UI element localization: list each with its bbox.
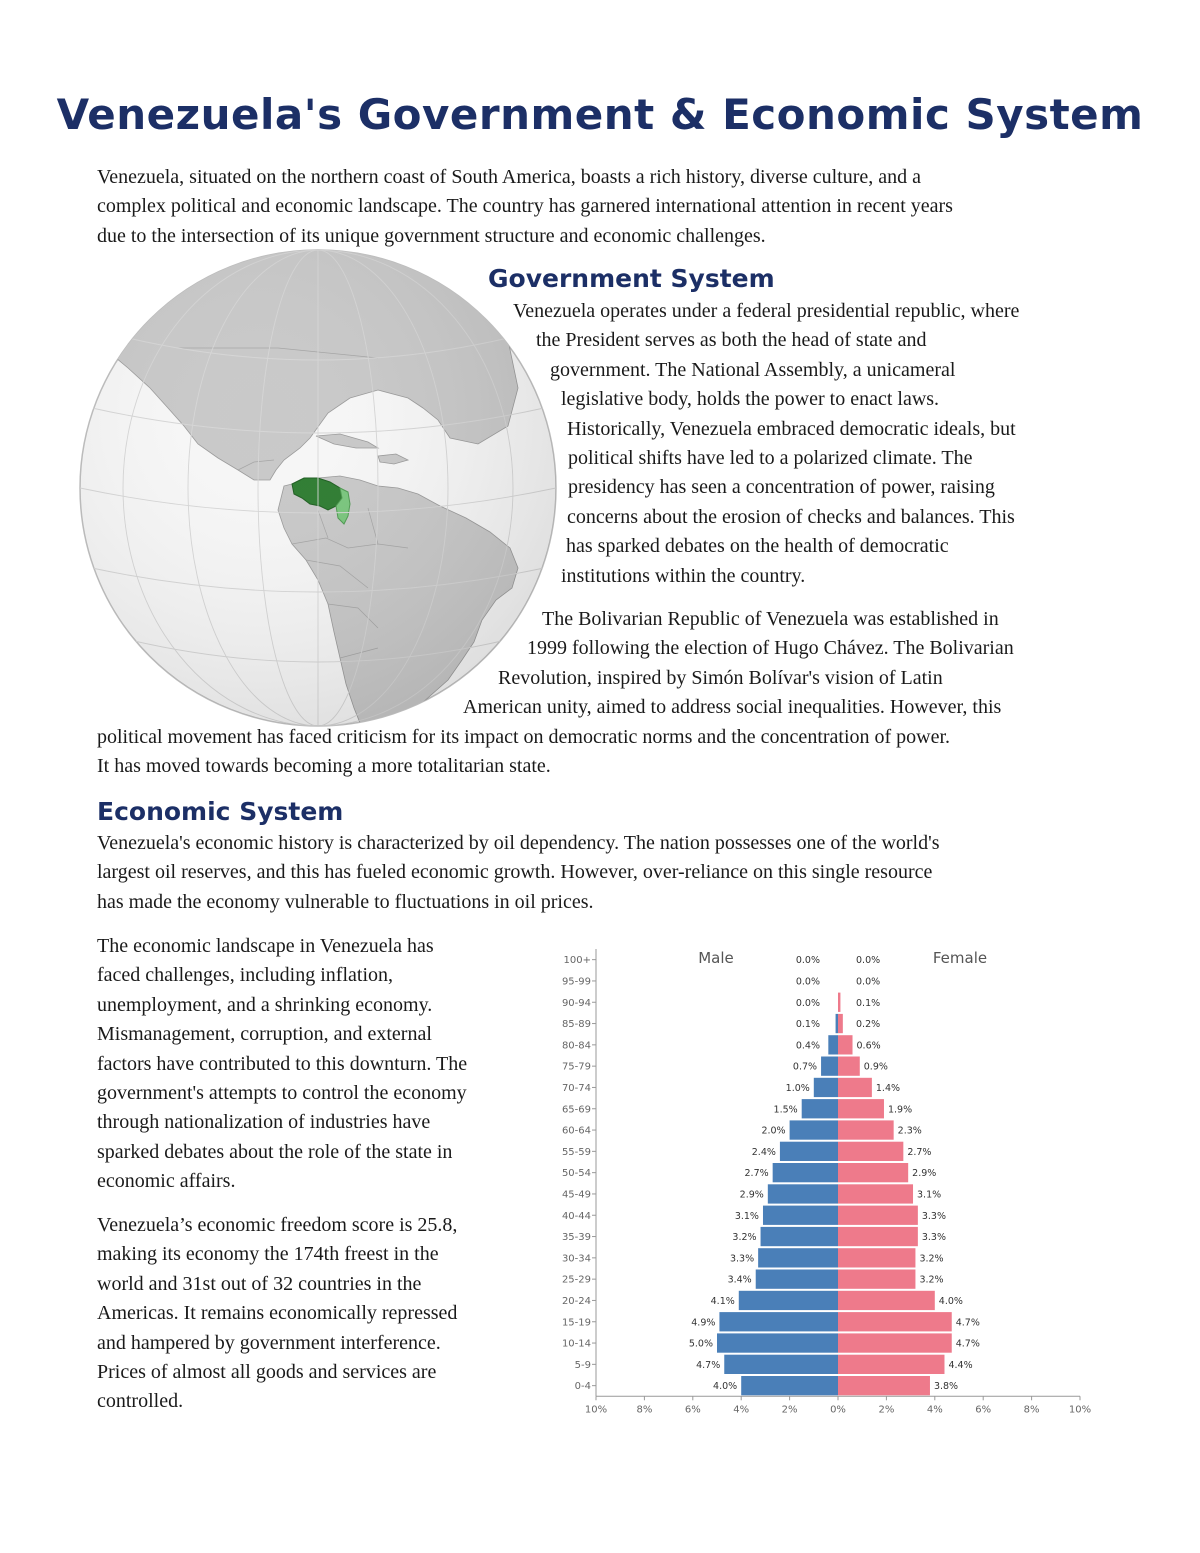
female-value-label: 4.7% [955, 1338, 980, 1350]
government-paragraph-2 [0, 605, 1200, 781]
female-bar [838, 1206, 918, 1225]
economic-paragraph-3 [97, 1211, 457, 1417]
age-tick-label: 45-49 [561, 1189, 591, 1201]
age-tick-label: 95-99 [561, 976, 591, 988]
male-bar [761, 1227, 838, 1246]
male-value-label: 4.7% [696, 1359, 721, 1371]
x-tick-label: 10% [1068, 1404, 1092, 1416]
x-tick-label: 2% [878, 1404, 895, 1416]
male-value-label: 0.0% [795, 976, 820, 988]
female-value-label: 1.4% [875, 1082, 901, 1094]
female-bar [838, 1376, 930, 1395]
government-line: legislative body, holds the power to enact laws. [561, 388, 940, 411]
male-bar [756, 1270, 838, 1289]
male-bar [739, 1291, 838, 1310]
male-bar [836, 1014, 838, 1033]
government-line: the President serves as both the head of state and [536, 329, 927, 352]
female-bar [838, 1120, 894, 1139]
intro-line: Venezuela, situated on the northern coast of South America, boasts a rich history, diverse culture, and a [97, 166, 922, 188]
economic-line: largest oil reserves, and this has fueled economic growth. However, over-reliance on this single resource [97, 861, 933, 884]
male-bar [758, 1248, 838, 1267]
male-value-label: 0.0% [795, 955, 820, 967]
economic-line: factors have contributed to this downturn. The [97, 1052, 468, 1075]
male-bar [768, 1184, 838, 1203]
female-value-label: 0.0% [856, 976, 881, 988]
government-line: The Bolivarian Republic of Venezuela was established in [542, 608, 999, 630]
legend-female: Female [932, 949, 988, 967]
government-line: Historically, Venezuela embraced democratic ideals, but [567, 417, 1016, 440]
economic-line: The economic landscape in Venezuela has [97, 935, 434, 957]
male-bar [780, 1142, 838, 1161]
male-value-label: 1.0% [785, 1082, 810, 1094]
female-value-label: 0.1% [856, 997, 881, 1009]
x-tick-label: 10% [584, 1404, 608, 1416]
government-paragraph-1 [0, 297, 1200, 591]
economic-line: economic affairs. [97, 1170, 236, 1193]
age-tick-label: 5-9 [574, 1359, 591, 1371]
government-line: Revolution, inspired by Simón Bolívar's vision of Latin [498, 666, 943, 689]
male-value-label: 3.3% [729, 1253, 755, 1265]
government-line: institutions within the country. [561, 564, 806, 587]
male-value-label: 3.4% [727, 1274, 752, 1286]
legend-male: Male [698, 949, 734, 967]
government-line: political shifts have led to a polarized climate. The [568, 447, 973, 470]
female-value-label: 3.8% [933, 1381, 959, 1393]
female-value-label: 3.2% [919, 1274, 944, 1286]
female-bar [838, 1035, 853, 1054]
male-value-label: 2.9% [739, 1189, 764, 1201]
female-bar [838, 1270, 915, 1289]
economic-line: government's attempts to control the economy [97, 1082, 467, 1105]
age-tick-label: 80-84 [561, 1040, 591, 1052]
female-value-label: 3.3% [921, 1210, 947, 1222]
female-bar [838, 1078, 872, 1097]
male-bar [741, 1376, 838, 1395]
government-line: presidency has seen a concentration of power, raising [568, 476, 995, 499]
government-line: government. The National Assembly, a unicameral [550, 358, 956, 381]
government-line: It has moved towards becoming a more totalitarian state. [97, 755, 551, 778]
x-tick-label: 6% [975, 1404, 992, 1416]
female-bar [838, 1355, 944, 1374]
female-bar [838, 1014, 843, 1033]
female-value-label: 3.1% [917, 1189, 942, 1201]
x-tick-label: 2% [781, 1404, 798, 1416]
x-tick-label: 4% [926, 1404, 943, 1416]
female-value-label: 3.3% [921, 1232, 947, 1244]
age-tick-label: 85-89 [561, 1019, 591, 1031]
x-tick-label: 6% [684, 1404, 701, 1416]
economic-line: sparked debates about the role of the state in [97, 1140, 453, 1163]
male-value-label: 4.0% [713, 1381, 738, 1393]
age-tick-label: 100+ [563, 955, 591, 967]
male-bar [724, 1355, 838, 1374]
female-bar [838, 1227, 918, 1246]
intro-line: due to the intersection of its unique government structure and economic challenges. [97, 224, 766, 247]
economic-line: and hampered by government interference. [97, 1331, 441, 1354]
male-value-label: 3.2% [732, 1232, 757, 1244]
population-pyramid-chart [550, 935, 1110, 1435]
economic-line: Venezuela’s economic freedom score is 25.8, [97, 1214, 458, 1236]
economic-line: has made the economy vulnerable to fluctuations in oil prices. [97, 890, 594, 913]
economic-paragraph-2 [97, 932, 467, 1197]
female-bar [838, 1099, 884, 1118]
age-tick-label: 60-64 [561, 1125, 591, 1137]
age-tick-label: 75-79 [561, 1061, 591, 1073]
economic-line: Venezuela's economic history is characterized by oil dependency. The nation possesses one of the world's [97, 832, 940, 854]
government-heading: Government System [488, 264, 775, 293]
male-value-label: 4.1% [710, 1295, 735, 1307]
age-tick-label: 35-39 [561, 1232, 591, 1244]
male-bar [821, 1057, 838, 1076]
male-bar [719, 1312, 838, 1331]
x-tick-label: 4% [733, 1404, 750, 1416]
male-value-label: 0.7% [792, 1061, 818, 1073]
male-bar [828, 1035, 838, 1054]
economic-line: through nationalization of industries have [97, 1111, 431, 1134]
male-bar [802, 1099, 838, 1118]
female-value-label: 0.9% [863, 1061, 888, 1073]
government-line: political movement has faced criticism for its impact on democratic norms and the concentration of power. [97, 725, 951, 748]
economic-paragraph-1 [97, 829, 940, 917]
male-value-label: 0.0% [795, 997, 820, 1009]
female-bar [838, 1184, 913, 1203]
male-value-label: 0.1% [795, 1019, 820, 1031]
female-value-label: 0.2% [856, 1019, 881, 1031]
female-value-label: 0.0% [856, 955, 881, 967]
male-value-label: 3.1% [734, 1210, 759, 1222]
female-bar [838, 1142, 903, 1161]
government-line: has sparked debates on the health of democratic [566, 535, 949, 558]
male-bar [717, 1333, 838, 1352]
age-tick-label: 20-24 [561, 1295, 591, 1307]
age-tick-label: 40-44 [561, 1210, 591, 1222]
x-tick-label: 0% [830, 1404, 846, 1416]
female-bar [838, 993, 840, 1012]
age-tick-label: 0-4 [574, 1381, 591, 1393]
economic-line: Mismanagement, corruption, and external [97, 1023, 432, 1046]
female-value-label: 2.7% [907, 1146, 932, 1158]
page-title: Venezuela's Government & Economic System [56, 90, 1144, 139]
male-bar [773, 1163, 838, 1182]
female-bar [838, 1057, 860, 1076]
economic-line: unemployment, and a shrinking economy. [97, 993, 433, 1016]
male-value-label: 0.4% [795, 1040, 820, 1052]
male-value-label: 5.0% [688, 1338, 713, 1350]
female-value-label: 4.4% [948, 1359, 973, 1371]
male-value-label: 4.9% [691, 1317, 716, 1329]
age-tick-label: 10-14 [561, 1338, 591, 1350]
male-bar [790, 1120, 838, 1139]
female-value-label: 2.3% [897, 1125, 922, 1137]
female-value-label: 2.9% [912, 1168, 937, 1180]
male-bar [763, 1206, 838, 1225]
male-bar [814, 1078, 838, 1097]
economic-line: controlled. [97, 1390, 184, 1413]
female-bar [838, 1248, 915, 1267]
age-tick-label: 65-69 [561, 1104, 591, 1116]
female-bar [838, 1333, 952, 1352]
age-tick-label: 90-94 [561, 997, 591, 1009]
female-bar [838, 1163, 908, 1182]
age-tick-label: 50-54 [561, 1168, 591, 1180]
government-line: Venezuela operates under a federal presidential republic, where [513, 300, 1020, 322]
age-tick-label: 15-19 [561, 1317, 591, 1329]
x-tick-label: 8% [1023, 1404, 1040, 1416]
male-value-label: 2.4% [751, 1146, 776, 1158]
economic-line: Americas. It remains economically repressed [97, 1302, 458, 1325]
economic-line: world and 31st out of 32 countries in the [97, 1272, 422, 1295]
male-value-label: 2.0% [761, 1125, 786, 1137]
economic-line: making its economy the 174th freest in the [97, 1243, 439, 1266]
age-tick-label: 55-59 [561, 1146, 591, 1158]
age-tick-label: 30-34 [561, 1253, 591, 1265]
government-line: American unity, aimed to address social inequalities. However, this [463, 696, 1002, 719]
female-value-label: 0.6% [856, 1040, 881, 1052]
male-value-label: 1.5% [773, 1104, 798, 1116]
female-bar [838, 1291, 935, 1310]
intro-paragraph [97, 163, 953, 251]
female-value-label: 1.9% [887, 1104, 913, 1116]
intro-line: complex political and economic landscape. The country has garnered international attention in recent years [97, 195, 953, 218]
female-value-label: 3.2% [919, 1253, 944, 1265]
age-tick-label: 25-29 [561, 1274, 591, 1286]
male-value-label: 2.7% [744, 1168, 769, 1180]
economic-heading: Economic System [97, 797, 344, 826]
economic-line: faced challenges, including inflation, [97, 964, 394, 987]
female-value-label: 4.0% [938, 1295, 963, 1307]
female-bar [838, 1312, 952, 1331]
economic-line: Prices of almost all goods and services are [97, 1361, 437, 1384]
age-tick-label: 70-74 [561, 1082, 591, 1094]
female-value-label: 4.7% [955, 1317, 980, 1329]
government-line: 1999 following the election of Hugo Chávez. The Bolivarian [527, 637, 1014, 660]
government-line: concerns about the erosion of checks and balances. This [567, 505, 1015, 528]
x-tick-label: 8% [636, 1404, 653, 1416]
